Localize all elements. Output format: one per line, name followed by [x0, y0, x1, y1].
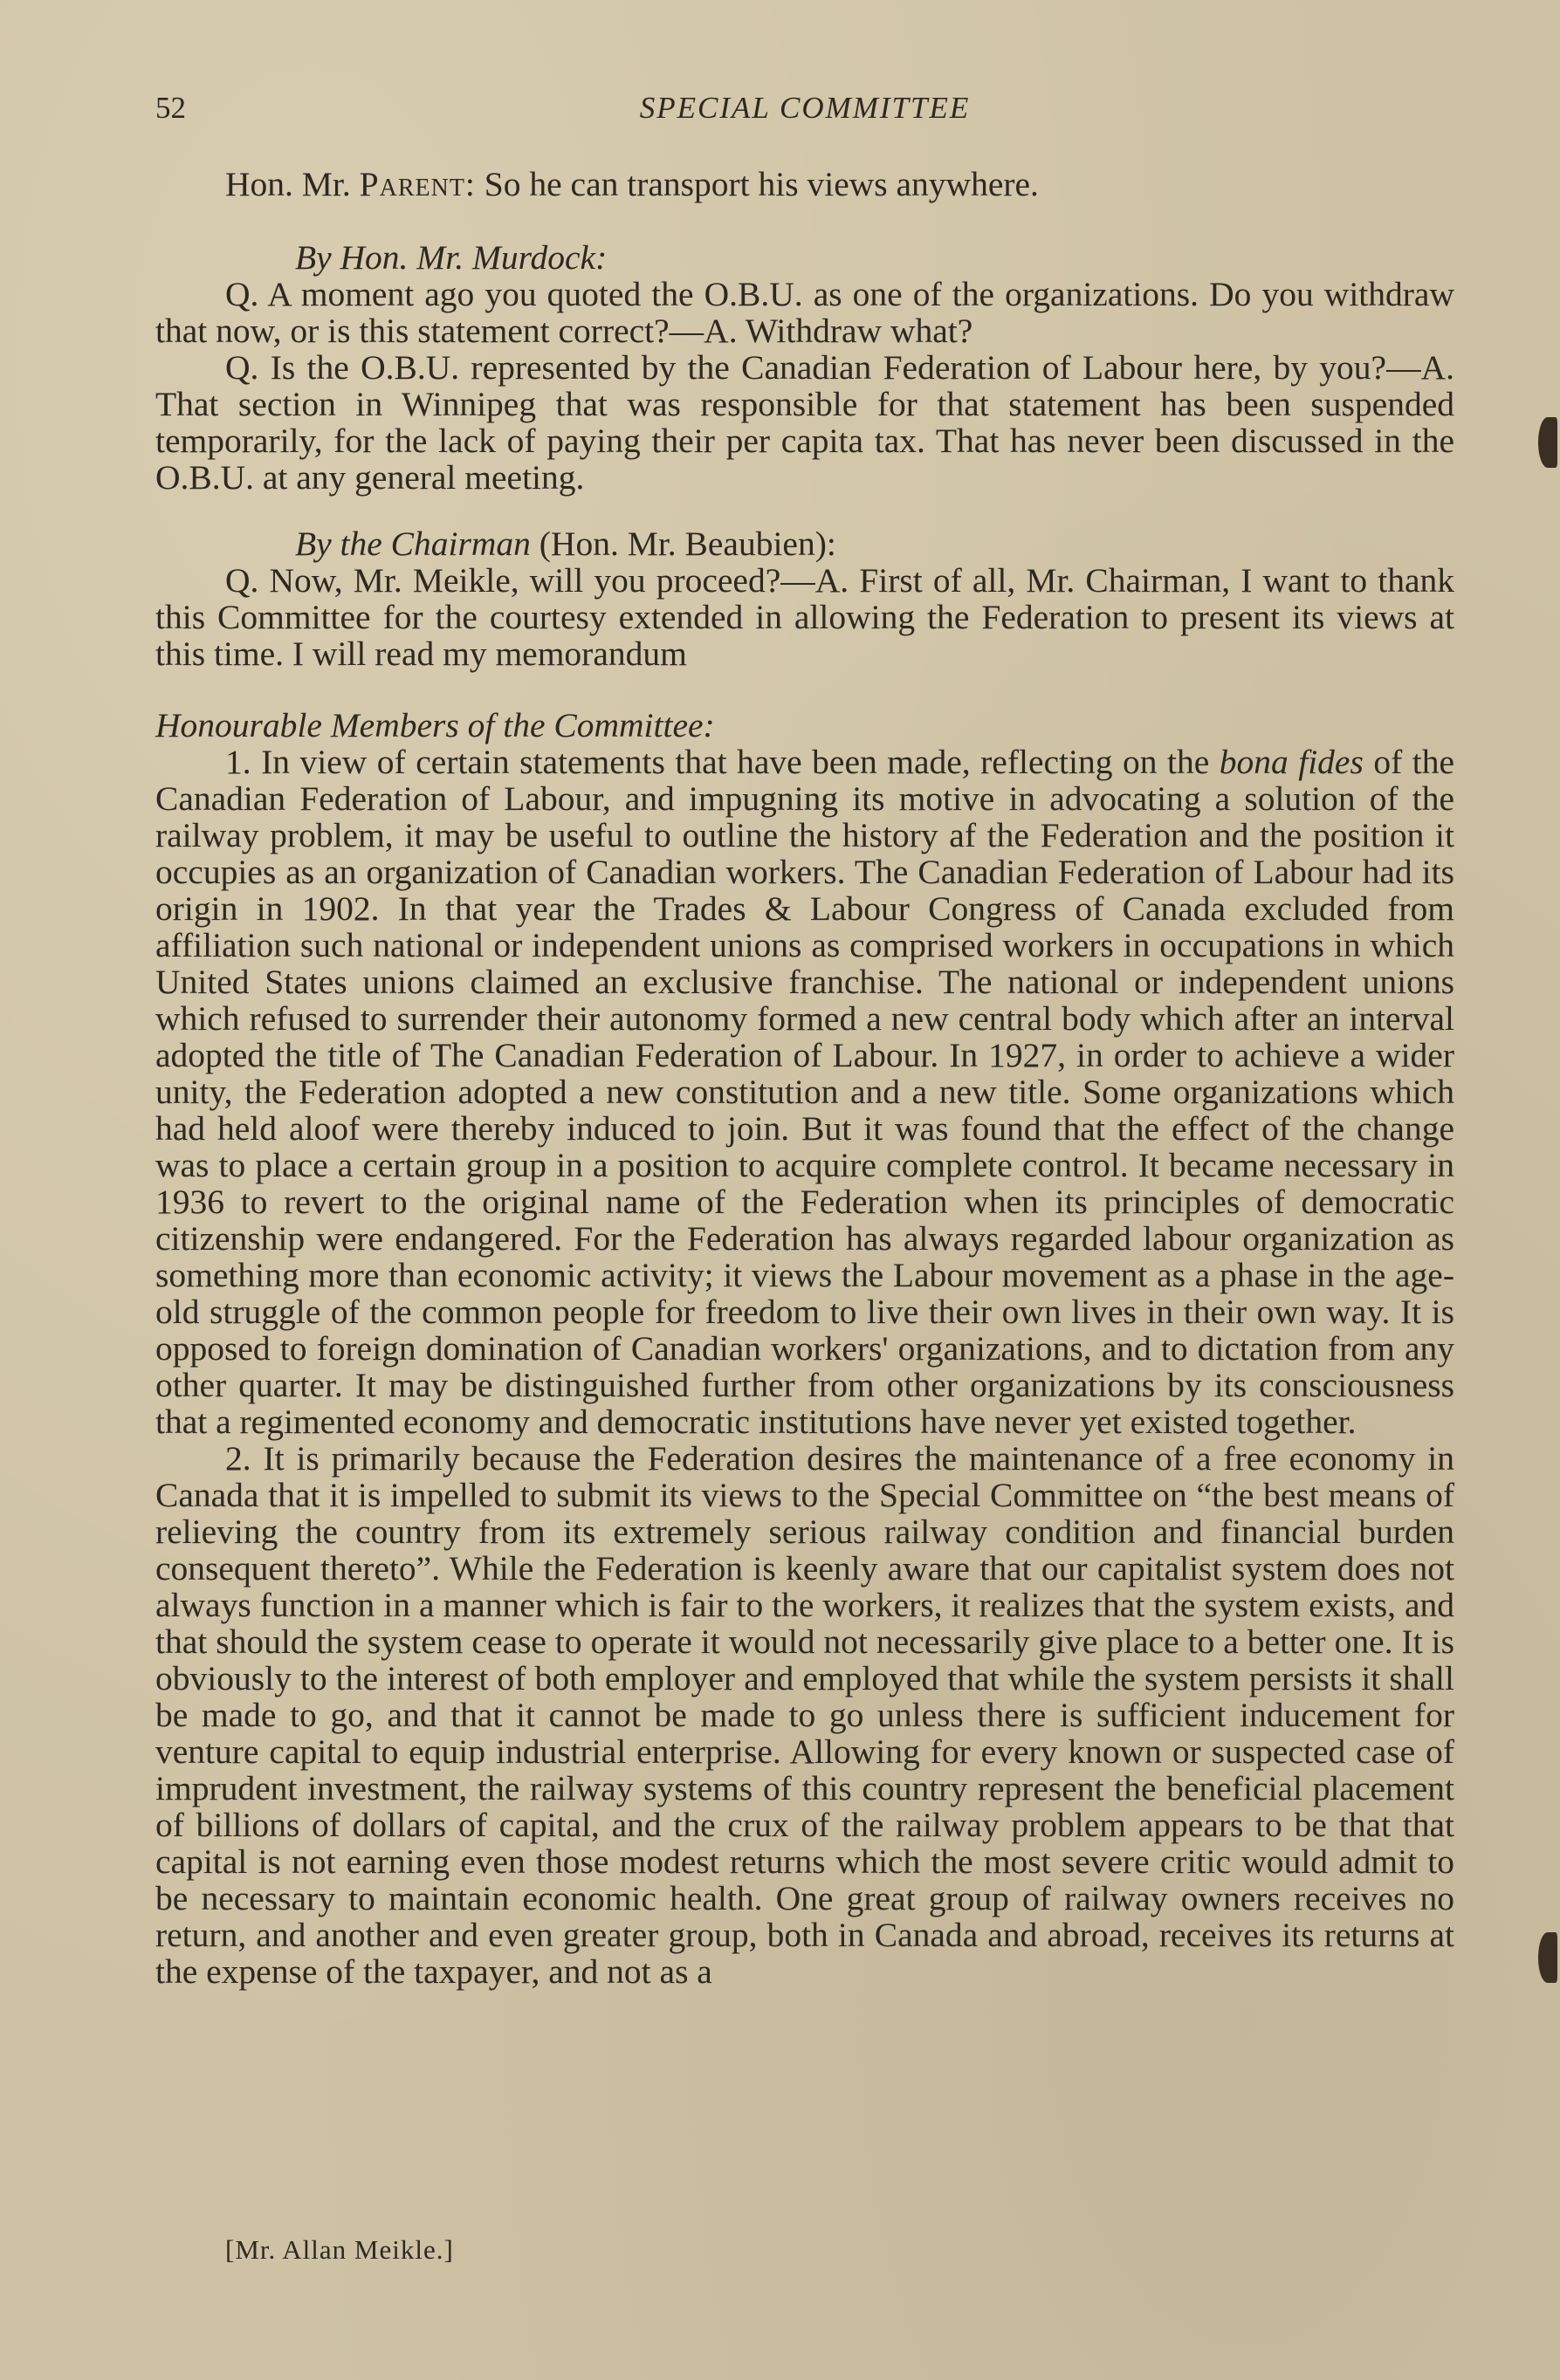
page-body: [155, 166, 1454, 1990]
salutation: Honourable Members of the Committee:: [155, 706, 715, 744]
para1-italic: bona fides: [1219, 743, 1364, 781]
qa-paragraph-3: Q. Now, Mr. Meikle, will you proceed?—A. First of all, Mr. Chairman, I want to thank this Committee for the courtesy extended in allowing the Federation to present its views at this time. I will read my memorandum: [155, 561, 1454, 673]
exchange-parent: [225, 166, 1454, 209]
byline-murdock: By Hon. Mr. Murdock:: [295, 238, 608, 277]
qa-paragraph-2: Q. Is the O.B.U. represented by the Canadian Federation of Labour here, by you?—A. That section in Winnipeg that was responsible for that statement has been suspended temporarily, for the lack of paying their per capita tax. That has never been discussed in the O.B.U. at any general meeting.: [155, 348, 1454, 497]
speaker-name: Parent:: [359, 165, 476, 203]
para1-rest: of the Canadian Federation of Labour, and impugning its motive in advocating a solution of the railway problem, it may be useful to outline the history af the Federation and the position it occupies as an organization of Canadian workers. The Canadian Federation of Labour had its origin in 1902. In that year the Trades & Labour Congress of Canada excluded from affiliation such national or independent unions as comprised workers in occupations in which United States unions claimed an exclusive franchise. The national or independent unions which refused to surrender their autonomy formed a new central body which after an interval adopted the title of The Canadian Federation of Labour. In 1927, in order to achieve a wider unity, the Federation adopted a new constitution and a new title. Some organizations which had held aloof were thereby induced to join. But it was found that the effect of the change was to place a certain group in a position to acquire complete control. It became necessary in 1936 to revert to the original name of the Federation when its principles of democratic citizenship were endangered. For the Federation has always regarded labour organization as something more than economic activity; it views the Labour movement as a phase in the age-old struggle of the common people for freedom to live their own lives in their own way. It is opposed to foreign domination of Canadian workers' organizations, and to dictation from any other quarter. It may be distinguished further from other organizations by its consciousness that a regimented economy and democratic institutions have never yet existed together.: [155, 743, 1455, 1441]
speaker-prefix: Hon. Mr.: [225, 165, 351, 203]
speaker-text: So he can transport his views anywhere.: [484, 165, 1039, 203]
memorandum-paragraph-2: 2. It is primarily because the Federation desires the maintenance of a free economy in Canada that it is impelled to submit its views to the Special Committee on “the best means of relieving the country from its extremely serious railway condition and financial burden consequent thereto”. While the Federation is keenly aware that our capitalist system does not always function in a manner which is fair to the workers, it realizes that the system exists, and that should the system cease to operate it would not necessarily give place to a better one. It is obviously to the interest of both employer and employed that while the system persists it shall be made to go, and that it cannot be made to go unless there is sufficient inducement for venture capital to equip industrial enterprise. Allowing for every known or suspected case of imprudent investment, the railway systems of this country represent the beneficial placement of billions of dollars of capital, and the crux of the railway problem appears to be that that capital is not earning even those modest returns which the most severe critic would admit to be necessary to maintain economic health. One great group of railway owners receives no return, and another and even greater group, both in Canada and abroad, receives its returns at the expense of the taxpayer, and not as a: [155, 1439, 1454, 1991]
page-number: 52: [155, 91, 186, 125]
margin-mark: [1538, 417, 1557, 468]
margin-mark: [1538, 1932, 1557, 1983]
memorandum-paragraph-1: [155, 744, 1454, 1440]
speaker-footer: [Mr. Allan Meikle.]: [225, 2234, 454, 2265]
qa-paragraph-1: Q. A moment ago you quoted the O.B.U. as one of the organizations. Do you withdraw that now, or is this statement correct?—A. Withdraw what?: [155, 275, 1454, 350]
byline-chairman-plain: (Hon. Mr. Beaubien):: [539, 525, 836, 563]
byline-chairman: [295, 525, 1454, 562]
running-head: SPECIAL COMMITTEE: [639, 91, 971, 125]
para1-start: 1. In view of certain statements that have been made, reflecting on the: [225, 743, 1210, 781]
byline-chairman-italic: By the Chairman: [295, 525, 531, 563]
page-header: [155, 91, 1454, 134]
